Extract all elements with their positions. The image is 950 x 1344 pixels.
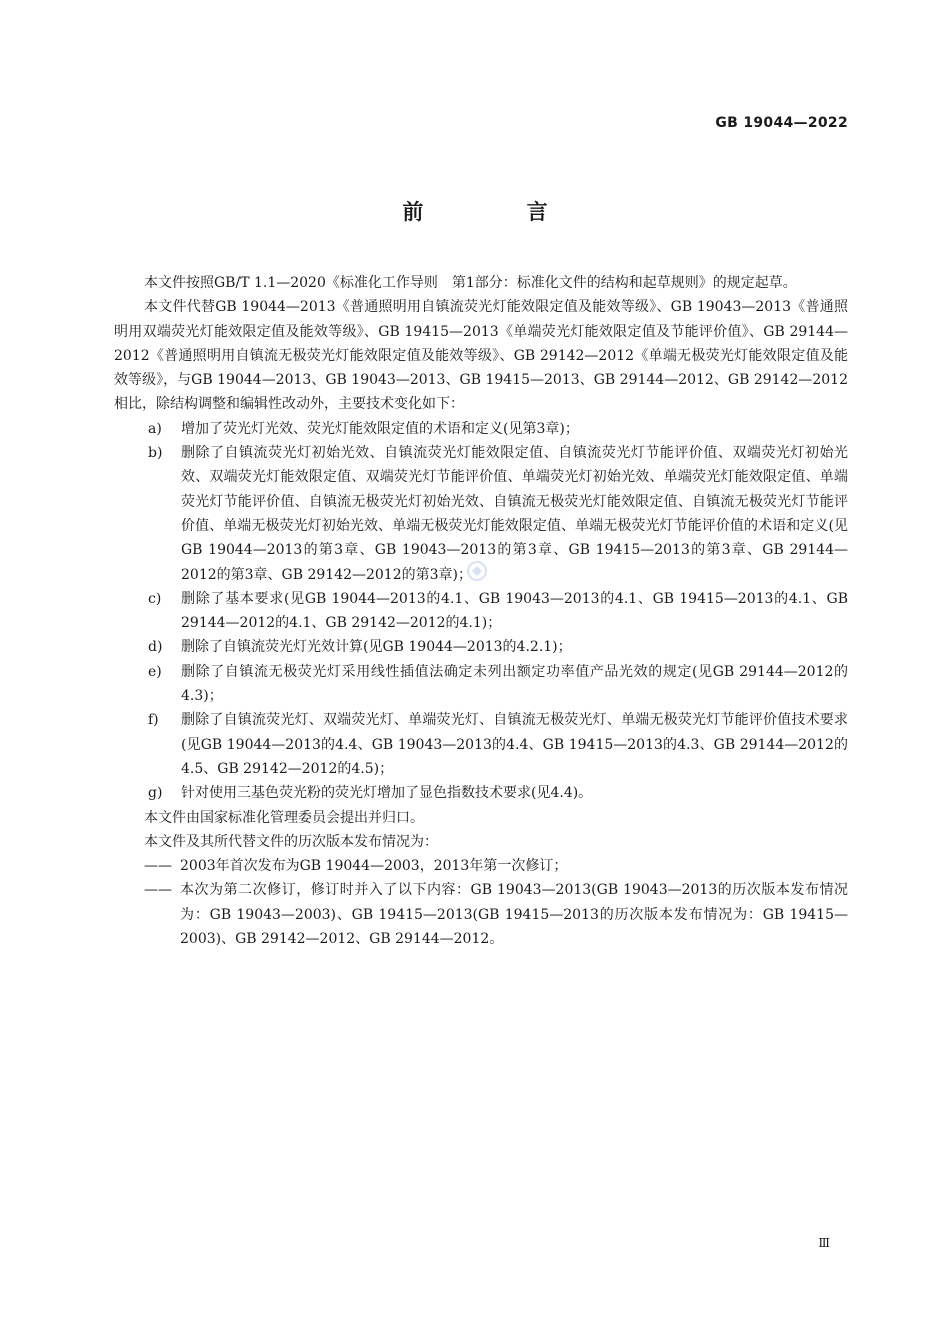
list-marker: b) — [148, 445, 163, 462]
standard-number: GB 19044—2022 — [715, 115, 848, 131]
list-marker: g) — [148, 785, 163, 802]
list-item — [148, 417, 848, 441]
history-item-text: 2003年首次发布为GB 19044—2003，2013年第一次修订； — [180, 858, 568, 875]
paragraph-drafting-rules: 本文件按照GB/T 1.1—2020《标准化工作导则 第1部分：标准化文件的结构和起草规则》的规定起草。 — [144, 275, 797, 291]
list-item-text: 删除了自镇流荧光灯光效计算(见GB 19044—2013的4.2.1)； — [181, 639, 572, 656]
foreword-body — [114, 271, 848, 951]
history-item-text: 本次为第二次修订，修订时并入了以下内容：GB 19043—2013(GB 19043—2013的历次版本发布情况为：GB 19043—2003)、GB 19415—2013(GB 19415—2013的历次版本发布情况为：GB 19415—2003)、GB 29142—2012、GB 29144—2012。 — [180, 882, 848, 948]
paragraph-history-intro: 本文件及其所代替文件的历次版本发布情况为： — [144, 833, 438, 850]
list-item — [148, 660, 848, 709]
list-item — [148, 635, 848, 659]
list-marker: d) — [148, 639, 163, 656]
list-item-text: 删除了自镇流荧光灯初始光效、自镇流荧光灯能效限定值、自镇流荧光灯节能评价值、双端荧光灯初始光效、双端荧光灯能效限定值、双端荧光灯节能评价值、单端荧光灯初始光效、单端荧光灯能效限定值、单端荧光灯节能评价值、自镇流无极荧光灯初始光效、自镇流无极荧光灯能效限定值、自镇流无极荧光灯节能评价值、单端无极荧光灯初始光效、单端无极荧光灯能效限定值、单端无极荧光灯节能评价值的术语和定义(见GB 19044—2013的第3章、GB 19043—2013的第3章、GB 19415—2013的第3章、GB 29144—2012的第3章、GB 29142—2012的第3章)； — [181, 445, 848, 583]
list-item — [148, 587, 848, 636]
list-item-text: 针对使用三基色荧光粉的荧光灯增加了显色指数技术要求(见4.4)。 — [181, 785, 593, 802]
history-dash: —— — [144, 882, 172, 899]
list-marker: f) — [148, 712, 159, 729]
page-title: 前 言 — [402, 200, 596, 224]
list-item — [148, 781, 848, 805]
list-item — [148, 441, 848, 587]
list-item — [148, 708, 848, 781]
list-item-text: 删除了自镇流无极荧光灯采用线性插值法确定未列出额定功率值产品光效的规定(见GB 29144—2012的4.3)； — [181, 663, 848, 705]
paragraph-proposer: 本文件由国家标准化管理委员会提出并归口。 — [144, 809, 424, 826]
list-item-text: 删除了自镇流荧光灯、双端荧光灯、单端荧光灯、自镇流无极荧光灯、单端无极荧光灯节能评价值技术要求(见GB 19044—2013的4.4、GB 19043—2013的4.4、GB 19415—2013的4.3、GB 29144—2012的4.5、GB 29142—2012的4.5)； — [181, 712, 848, 777]
paragraph-replaced-standards: 本文件代替GB 19044—2013《普通照明用自镇流荧光灯能效限定值及能效等级》、GB 19043—2013《普通照明用双端荧光灯能效限定值及能效等级》、GB 19415—2013《单端荧光灯能效限定值及节能评价值》、GB 29144—2012《普通照明用自镇流无极荧光灯能效限定值及能效等级》、GB 29142—2012《单端无极荧光灯能效限定值及能效等级》，与GB 19044—2013、GB 19043—2013、GB 19415—2013、GB 29144—2012、GB 29142—2012相比，除结构调整和编辑性改动外，主要技术变化如下： — [114, 299, 848, 413]
page-number: Ⅲ — [818, 1236, 830, 1250]
history-item — [144, 878, 848, 951]
history-dash: —— — [144, 858, 172, 875]
list-marker: a) — [148, 420, 162, 437]
history-item — [144, 854, 848, 878]
watermark-logo — [466, 560, 488, 582]
list-marker: e) — [148, 663, 162, 680]
list-item-text: 删除了基本要求(见GB 19044—2013的4.1、GB 19043—2013的4.1、GB 19415—2013的4.1、GB 29144—2012的4.1、GB 29142—2012的4.1)； — [181, 590, 848, 632]
list-item-text: 增加了荧光灯光效、荧光灯能效限定值的术语和定义(见第3章)； — [181, 420, 579, 437]
list-marker: c) — [148, 590, 162, 607]
